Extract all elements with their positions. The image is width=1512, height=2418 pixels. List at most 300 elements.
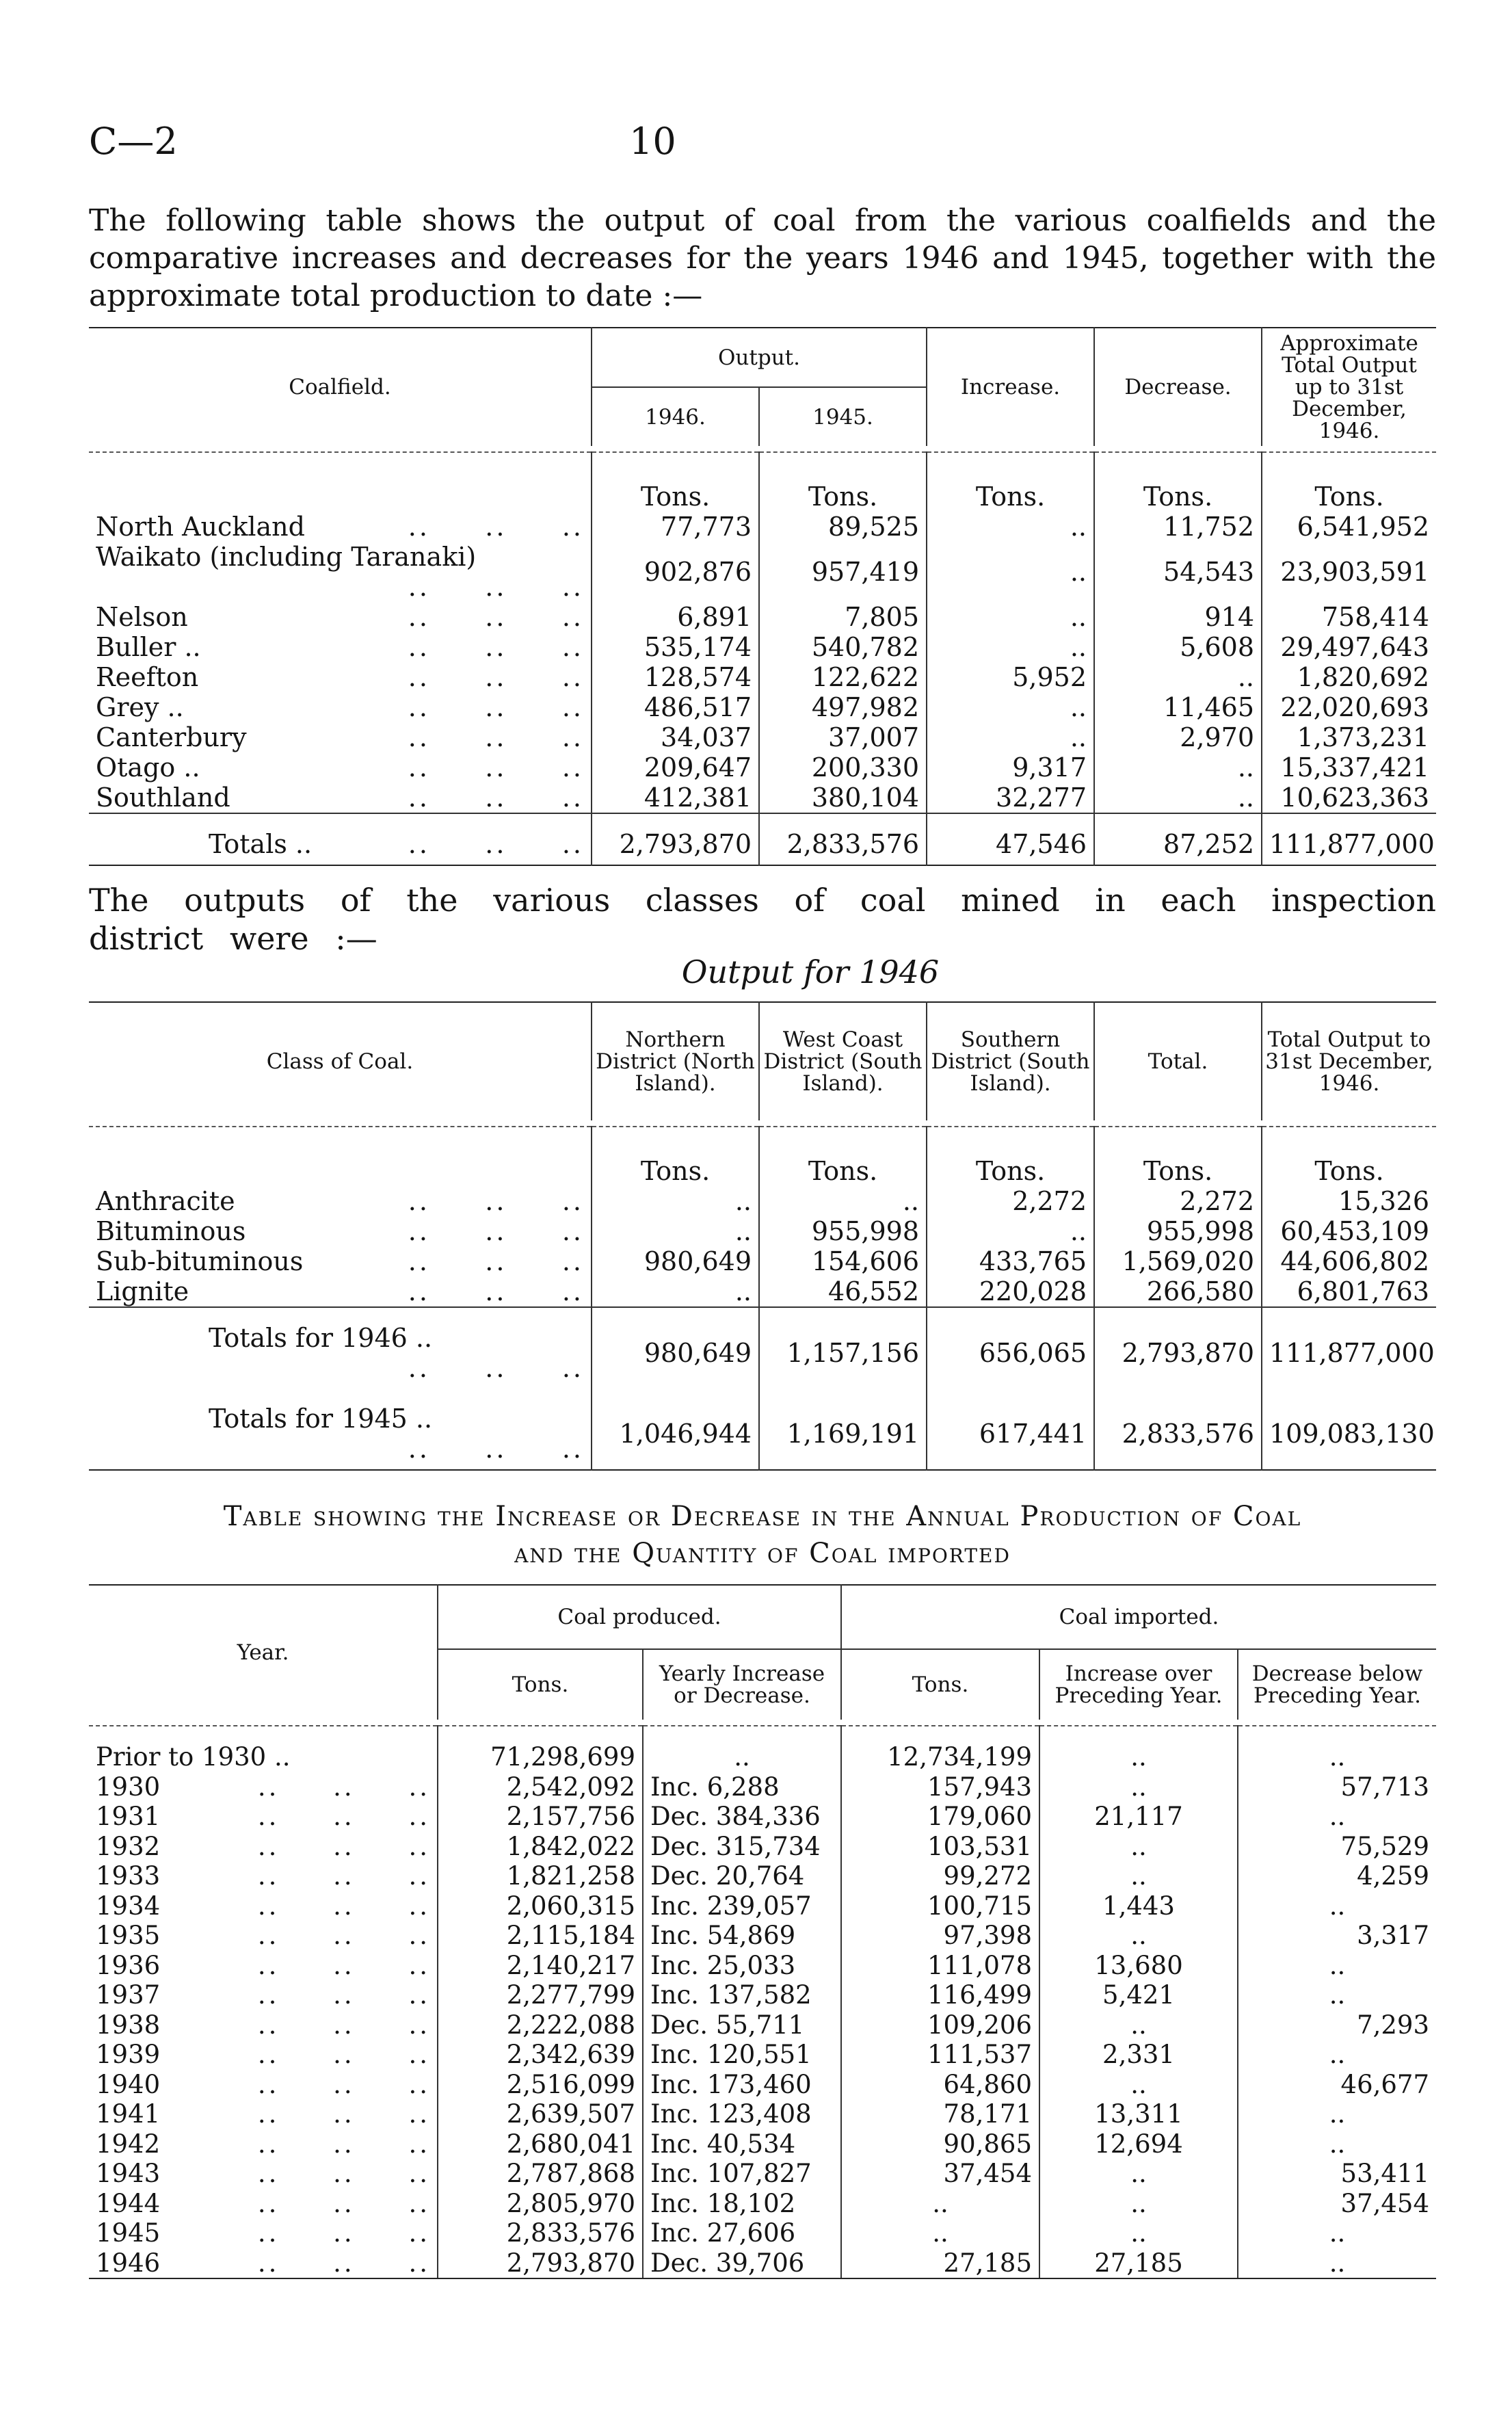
year-label <box>89 2040 438 2070</box>
year-row <box>89 2040 1436 2070</box>
year-label <box>89 1861 438 1891</box>
value-produced: 2,787,868 <box>438 2159 643 2189</box>
value-y1946: 902,876 <box>592 542 759 602</box>
value-yearly: Inc. 6,288 <box>643 1772 841 1802</box>
value-inc: .. <box>1039 1921 1238 1951</box>
coalfield-output-table <box>89 327 1436 866</box>
leader-dots: .. .. .. <box>408 692 584 722</box>
document-code: C—2 <box>89 120 178 163</box>
value-yearly: Inc. 239,057 <box>643 1891 841 1921</box>
value-dec: .. <box>1238 1980 1436 2010</box>
leader-dots: .. .. .. <box>257 1891 430 1921</box>
value-y1946: 128,574 <box>592 662 759 692</box>
value-y1946: 412,381 <box>592 783 759 813</box>
value-total: 1,820,692 <box>1262 662 1436 692</box>
year-row <box>89 2070 1436 2100</box>
value-inc: .. <box>1039 1832 1238 1862</box>
value-west: .. <box>759 1186 927 1216</box>
value-imported: 12,734,199 <box>841 1742 1039 1772</box>
classes-paragraph: The outputs of the various classes of coal mined in each inspection district were :— <box>89 882 1436 957</box>
year-label <box>89 1921 438 1951</box>
value-inc: 13,680 <box>1039 1951 1238 1981</box>
value-dec: 54,543 <box>1094 542 1262 602</box>
value-inc: .. <box>1039 2189 1238 2219</box>
coalfield-name <box>89 662 592 692</box>
year-row <box>89 1980 1436 2010</box>
value-south: 2,272 <box>927 1186 1094 1216</box>
total-west: 1,169,191 <box>759 1389 927 1470</box>
year-label <box>89 2099 438 2129</box>
value-produced: 2,342,639 <box>438 2040 643 2070</box>
value-imported: 64,860 <box>841 2070 1039 2100</box>
leader-dots: .. .. .. <box>257 1861 430 1891</box>
value-yearly: Inc. 25,033 <box>643 1951 841 1981</box>
value-dec: .. <box>1094 752 1262 783</box>
value-yearly: Inc. 173,460 <box>643 2070 841 2100</box>
leader-dots: .. .. .. <box>408 572 584 602</box>
year-row <box>89 2218 1436 2248</box>
year-label-text: 1942 <box>96 2129 161 2159</box>
coalfield-name <box>89 512 592 542</box>
year-label-text: 1946 <box>96 2248 161 2278</box>
value-inc: .. <box>927 692 1094 722</box>
value-south: 433,765 <box>927 1246 1094 1276</box>
unit-label: Tons. <box>1262 1127 1436 1186</box>
total-west: 1,157,156 <box>759 1307 927 1389</box>
unit-label: Tons. <box>927 452 1094 512</box>
production-import-body <box>89 1726 1436 2278</box>
coalfield-name <box>89 752 592 783</box>
intro-paragraph: The following table shows the output of coal from the various coalfields and the comparative increases and decreases for the years 1946 and 1945, together with the approximate total production to date :— <box>89 203 1436 313</box>
value-imported: 179,060 <box>841 1802 1039 1832</box>
value-produced: 2,542,092 <box>438 1772 643 1802</box>
col-decrease-below: Decrease below Preceding Year. <box>1238 1649 1436 1720</box>
value-y1945: 540,782 <box>759 632 927 662</box>
leader-dots: .. .. .. <box>257 1831 430 1861</box>
value-inc: 9,317 <box>927 752 1094 783</box>
value-dec: .. <box>1238 2040 1436 2070</box>
value-total: 15,337,421 <box>1262 752 1436 783</box>
value-cumulative: 60,453,109 <box>1262 1216 1436 1246</box>
value-total: 1,373,231 <box>1262 722 1436 752</box>
value-produced: 2,222,088 <box>438 2010 643 2040</box>
year-row <box>89 1951 1436 1981</box>
value-cumulative: 44,606,802 <box>1262 1246 1436 1276</box>
value-produced: 2,277,799 <box>438 1980 643 2010</box>
coalfield-row <box>89 662 1436 692</box>
value-total: 29,497,643 <box>1262 632 1436 662</box>
value-y1945: 37,007 <box>759 722 927 752</box>
value-y1946: 77,773 <box>592 512 759 542</box>
value-imported: 111,537 <box>841 2040 1039 2070</box>
leader-dots: .. .. .. <box>408 1353 584 1383</box>
year-label-text: 1932 <box>96 1831 161 1861</box>
value-produced: 2,516,099 <box>438 2070 643 2100</box>
year-label <box>89 2129 438 2159</box>
value-y1945: 200,330 <box>759 752 927 783</box>
year-label <box>89 1980 438 2010</box>
totals-1945-label-text: Totals for 1945 .. <box>209 1404 433 1434</box>
value-y1946: 209,647 <box>592 752 759 783</box>
value-inc: .. <box>1039 2218 1238 2248</box>
totals-1945-label <box>89 1389 592 1470</box>
value-imported: .. <box>841 2218 1039 2248</box>
value-inc: 21,117 <box>1039 1802 1238 1832</box>
total-south: 617,441 <box>927 1389 1094 1470</box>
totals-1946-label <box>89 1307 592 1389</box>
coalfield-name-text: Buller .. <box>96 632 201 662</box>
year-row <box>89 2248 1436 2278</box>
value-yearly: Inc. 123,408 <box>643 2099 841 2129</box>
value-north: .. <box>592 1216 759 1246</box>
value-imported: .. <box>841 2189 1039 2219</box>
coalfield-row <box>89 542 1436 602</box>
totals-row <box>89 813 1436 865</box>
coalfield-row <box>89 602 1436 632</box>
value-inc: 13,311 <box>1039 2099 1238 2129</box>
value-produced: 2,793,870 <box>438 2248 643 2278</box>
value-dec: .. <box>1238 2129 1436 2159</box>
leader-dots: .. .. .. <box>408 512 584 542</box>
value-yearly: Dec. 39,706 <box>643 2248 841 2278</box>
value-produced: 2,140,217 <box>438 1951 643 1981</box>
coalfield-row <box>89 752 1436 783</box>
value-inc: .. <box>927 602 1094 632</box>
table3-title-line2: and the Quantity of Coal imported <box>514 1538 1011 1569</box>
value-dec: 5,608 <box>1094 632 1262 662</box>
year-label-text: 1940 <box>96 2069 161 2099</box>
year-label-text: 1939 <box>96 2040 161 2069</box>
coal-class-name <box>89 1216 592 1246</box>
year-label-text: 1935 <box>96 1921 161 1950</box>
total-south: 656,065 <box>927 1307 1094 1389</box>
total-cumulative: 109,083,130 <box>1262 1389 1436 1470</box>
value-imported: 116,499 <box>841 1980 1039 2010</box>
total-y1945: 2,833,576 <box>759 813 927 865</box>
value-cumulative: 6,801,763 <box>1262 1276 1436 1307</box>
value-yearly: Dec. 20,764 <box>643 1861 841 1891</box>
leader-dots: .. .. .. <box>408 662 584 692</box>
col-westcoast: West Coast District (South Island). <box>759 1002 927 1120</box>
value-inc: .. <box>1039 2159 1238 2189</box>
col-yearly-change: Yearly Increase or Decrease. <box>643 1649 841 1720</box>
leader-dots: .. .. .. <box>257 2159 430 2188</box>
coal-class-name-text: Anthracite <box>96 1186 235 1216</box>
totals-label <box>89 813 592 865</box>
value-total: 10,623,363 <box>1262 783 1436 813</box>
year-label-text: 1934 <box>96 1891 161 1921</box>
page <box>89 120 1436 2279</box>
col-class: Class of Coal. <box>266 1049 414 1074</box>
value-imported: 109,206 <box>841 2010 1039 2040</box>
value-produced: 71,298,699 <box>438 1742 643 1772</box>
leader-dots: .. .. .. <box>257 1802 430 1831</box>
coalfield-row <box>89 692 1436 722</box>
value-y1945: 7,805 <box>759 602 927 632</box>
value-y1946: 486,517 <box>592 692 759 722</box>
value-dec: .. <box>1238 1951 1436 1981</box>
value-dec: .. <box>1094 662 1262 692</box>
value-dec: .. <box>1238 1802 1436 1832</box>
value-north: 980,649 <box>592 1246 759 1276</box>
total-dec: 87,252 <box>1094 813 1262 865</box>
year-label-text: 1945 <box>96 2218 161 2248</box>
coalfield-output-body <box>89 452 1436 865</box>
value-imported: 27,185 <box>841 2248 1039 2278</box>
value-inc: .. <box>1039 1772 1238 1802</box>
value-inc: .. <box>1039 1742 1238 1772</box>
leader-dots: .. .. .. <box>408 1276 584 1306</box>
value-produced: 2,157,756 <box>438 1802 643 1832</box>
table3-bottom-rule <box>89 2278 1436 2279</box>
leader-dots: .. .. .. <box>257 2129 430 2159</box>
year-label <box>89 1951 438 1981</box>
year-label <box>89 1772 438 1802</box>
coalfield-name <box>89 632 592 662</box>
total-inc: 47,546 <box>927 813 1094 865</box>
value-dec: 7,293 <box>1238 2010 1436 2040</box>
value-imported: 37,454 <box>841 2159 1039 2189</box>
value-y1946: 6,891 <box>592 602 759 632</box>
table3-title <box>89 1498 1436 1572</box>
coalfield-name-text: Nelson <box>96 602 188 632</box>
col-coal-produced: Coal produced. <box>438 1585 841 1649</box>
value-total: 2,272 <box>1094 1186 1262 1216</box>
production-import-table <box>89 1584 1436 2278</box>
page-number: 10 <box>629 120 676 163</box>
value-dec: .. <box>1238 1891 1436 1921</box>
value-dec: 11,465 <box>1094 692 1262 722</box>
leader-dots: .. .. .. <box>408 602 584 632</box>
value-dec: 46,677 <box>1238 2070 1436 2100</box>
year-row <box>89 2099 1436 2129</box>
year-label <box>89 1832 438 1862</box>
value-inc: 27,185 <box>1039 2248 1238 2278</box>
col-output: Output. <box>592 328 927 387</box>
value-imported: 103,531 <box>841 1832 1039 1862</box>
value-imported: 78,171 <box>841 2099 1039 2129</box>
leader-dots: .. .. .. <box>257 2218 430 2248</box>
value-imported: 111,078 <box>841 1951 1039 1981</box>
totals-1946-label-text: Totals for 1946 .. <box>209 1323 433 1353</box>
value-produced: 2,060,315 <box>438 1891 643 1921</box>
leader-dots: .. .. .. <box>408 1216 584 1246</box>
leader-dots: .. .. .. <box>408 632 584 662</box>
total-total: 2,793,870 <box>1094 1307 1262 1389</box>
coalfield-name <box>89 602 592 632</box>
total-total: 2,833,576 <box>1094 1389 1262 1470</box>
unit-label: Tons. <box>759 1127 927 1186</box>
col-increase-over: Increase over Preceding Year. <box>1039 1649 1238 1720</box>
value-inc: .. <box>1039 2010 1238 2040</box>
value-dec: 57,713 <box>1238 1772 1436 1802</box>
value-inc: 1,443 <box>1039 1891 1238 1921</box>
value-produced: 2,639,507 <box>438 2099 643 2129</box>
value-y1946: 34,037 <box>592 722 759 752</box>
value-inc: .. <box>927 722 1094 752</box>
coal-class-body <box>89 1127 1436 1470</box>
unit-label: Tons. <box>592 1127 759 1186</box>
coalfield-row <box>89 632 1436 662</box>
value-inc: 12,694 <box>1039 2129 1238 2159</box>
coalfield-name <box>89 692 592 722</box>
coal-class-name <box>89 1246 592 1276</box>
value-inc: 32,277 <box>927 783 1094 813</box>
value-total: 266,580 <box>1094 1276 1262 1307</box>
value-imported: 90,865 <box>841 2129 1039 2159</box>
leader-dots: .. .. .. <box>257 2040 430 2069</box>
value-yearly: Inc. 27,606 <box>643 2218 841 2248</box>
value-y1945: 957,419 <box>759 542 927 602</box>
coal-class-name-text: Sub-bituminous <box>96 1246 304 1276</box>
leader-dots: .. .. .. <box>408 1246 584 1276</box>
col-1945: 1945. <box>759 387 927 446</box>
coalfield-row <box>89 783 1436 813</box>
coalfield-name-text: North Auckland <box>96 512 305 542</box>
leader-dots: .. .. .. <box>408 1434 584 1464</box>
year-label <box>89 2189 438 2219</box>
col-increase: Increase. <box>927 328 1094 446</box>
coal-class-table <box>89 1001 1436 1471</box>
value-total: 22,020,693 <box>1262 692 1436 722</box>
value-y1946: 535,174 <box>592 632 759 662</box>
coalfield-name-text: Otago .. <box>96 752 200 783</box>
leader-dots: .. .. .. <box>257 1950 430 1980</box>
coalfield-name-text: Grey .. <box>96 692 184 722</box>
year-label-text: 1938 <box>96 2010 161 2040</box>
coalfield-name-text: Canterbury <box>96 722 247 752</box>
value-dec: .. <box>1238 1742 1436 1772</box>
leader-dots: .. .. .. <box>408 1186 584 1216</box>
value-y1945: 122,622 <box>759 662 927 692</box>
value-yearly: Inc. 120,551 <box>643 2040 841 2070</box>
value-inc: 5,421 <box>1039 1980 1238 2010</box>
unit-row <box>89 452 1436 512</box>
value-inc: .. <box>927 512 1094 542</box>
coalfield-name <box>89 722 592 752</box>
coal-class-row <box>89 1216 1436 1246</box>
value-y1945: 380,104 <box>759 783 927 813</box>
year-label-text: 1931 <box>96 1802 161 1831</box>
year-label-text: 1944 <box>96 2188 161 2218</box>
col-decrease: Decrease. <box>1094 328 1262 446</box>
value-inc: 5,952 <box>927 662 1094 692</box>
coal-class-name-text: Lignite <box>96 1276 189 1306</box>
totals-1945-row <box>89 1389 1436 1470</box>
value-yearly: .. <box>643 1742 841 1772</box>
value-y1945: 497,982 <box>759 692 927 722</box>
value-south: 220,028 <box>927 1276 1094 1307</box>
col-1946: 1946. <box>592 387 759 446</box>
coalfield-name-text: Southland <box>96 783 230 813</box>
coalfield-name <box>89 542 592 602</box>
col-approx-total: Approximate Total Output up to 31st December, 1946. <box>1262 328 1436 446</box>
value-total: 23,903,591 <box>1262 542 1436 602</box>
value-inc: .. <box>1039 2070 1238 2100</box>
col-southern: Southern District (South Island). <box>927 1002 1094 1120</box>
year-label <box>89 2159 438 2189</box>
value-dec: 4,259 <box>1238 1861 1436 1891</box>
value-north: .. <box>592 1276 759 1307</box>
totals-label-text: Totals .. <box>209 829 313 859</box>
leader-dots: .. .. .. <box>257 2188 430 2218</box>
value-produced: 2,680,041 <box>438 2129 643 2159</box>
year-label-text: 1943 <box>96 2159 161 2188</box>
coal-class-name-text: Bituminous <box>96 1216 246 1246</box>
value-total: 1,569,020 <box>1094 1246 1262 1276</box>
year-label-text: 1941 <box>96 2099 161 2129</box>
value-yearly: Inc. 54,869 <box>643 1921 841 1951</box>
year-row <box>89 1861 1436 1891</box>
col-total: Total. <box>1094 1002 1262 1120</box>
value-inc: .. <box>1039 1861 1238 1891</box>
value-imported: 99,272 <box>841 1861 1039 1891</box>
coalfield-name-text: Waikato (including Taranaki) <box>96 542 477 572</box>
col-year: Year. <box>237 1640 289 1665</box>
unit-label: Tons. <box>1094 1127 1262 1186</box>
col-northern: Northern District (North Island). <box>592 1002 759 1120</box>
year-label-text: 1936 <box>96 1950 161 1980</box>
leader-dots: .. .. .. <box>257 2099 430 2129</box>
unit-label: Tons. <box>1094 452 1262 512</box>
year-label <box>89 1891 438 1921</box>
coal-class-row <box>89 1276 1436 1307</box>
value-dec: 37,454 <box>1238 2189 1436 2219</box>
year-label <box>89 1742 438 1772</box>
leader-dots: .. .. .. <box>408 752 584 783</box>
year-row <box>89 2010 1436 2040</box>
year-row <box>89 1921 1436 1951</box>
coal-class-name <box>89 1186 592 1216</box>
leader-dots: .. .. .. <box>257 2010 430 2040</box>
value-produced: 1,821,258 <box>438 1861 643 1891</box>
coal-class-row <box>89 1246 1436 1276</box>
coalfield-row <box>89 512 1436 542</box>
coal-class-row <box>89 1186 1436 1216</box>
year-label-text: 1930 <box>96 1772 161 1802</box>
total-y1946: 2,793,870 <box>592 813 759 865</box>
value-imported: 157,943 <box>841 1772 1039 1802</box>
total-north: 980,649 <box>592 1307 759 1389</box>
coalfield-row <box>89 722 1436 752</box>
col-imported-tons: Tons. <box>841 1649 1039 1720</box>
unit-row <box>89 1127 1436 1186</box>
value-yearly: Inc. 137,582 <box>643 1980 841 2010</box>
leader-dots: .. .. .. <box>408 722 584 752</box>
year-label-text: Prior to 1930 .. <box>96 1742 291 1772</box>
value-inc: .. <box>927 542 1094 602</box>
coalfield-name-text: Reefton <box>96 662 199 692</box>
total-cumulative: 111,877,000 <box>1262 1307 1436 1389</box>
value-imported: 97,398 <box>841 1921 1039 1951</box>
value-dec: .. <box>1238 2248 1436 2278</box>
year-row <box>89 1742 1436 1772</box>
value-south: .. <box>927 1216 1094 1246</box>
year-label <box>89 2248 438 2278</box>
leader-dots: .. .. .. <box>257 2069 430 2099</box>
value-dec: 3,317 <box>1238 1921 1436 1951</box>
totals-1946-row <box>89 1307 1436 1389</box>
col-coal-imported: Coal imported. <box>841 1585 1436 1649</box>
value-imported: 100,715 <box>841 1891 1039 1921</box>
value-y1945: 89,525 <box>759 512 927 542</box>
value-inc: .. <box>927 632 1094 662</box>
coal-class-name <box>89 1276 592 1307</box>
leader-dots: .. .. .. <box>257 1980 430 2010</box>
value-yearly: Inc. 40,534 <box>643 2129 841 2159</box>
value-dec: 914 <box>1094 602 1262 632</box>
total-north: 1,046,944 <box>592 1389 759 1470</box>
